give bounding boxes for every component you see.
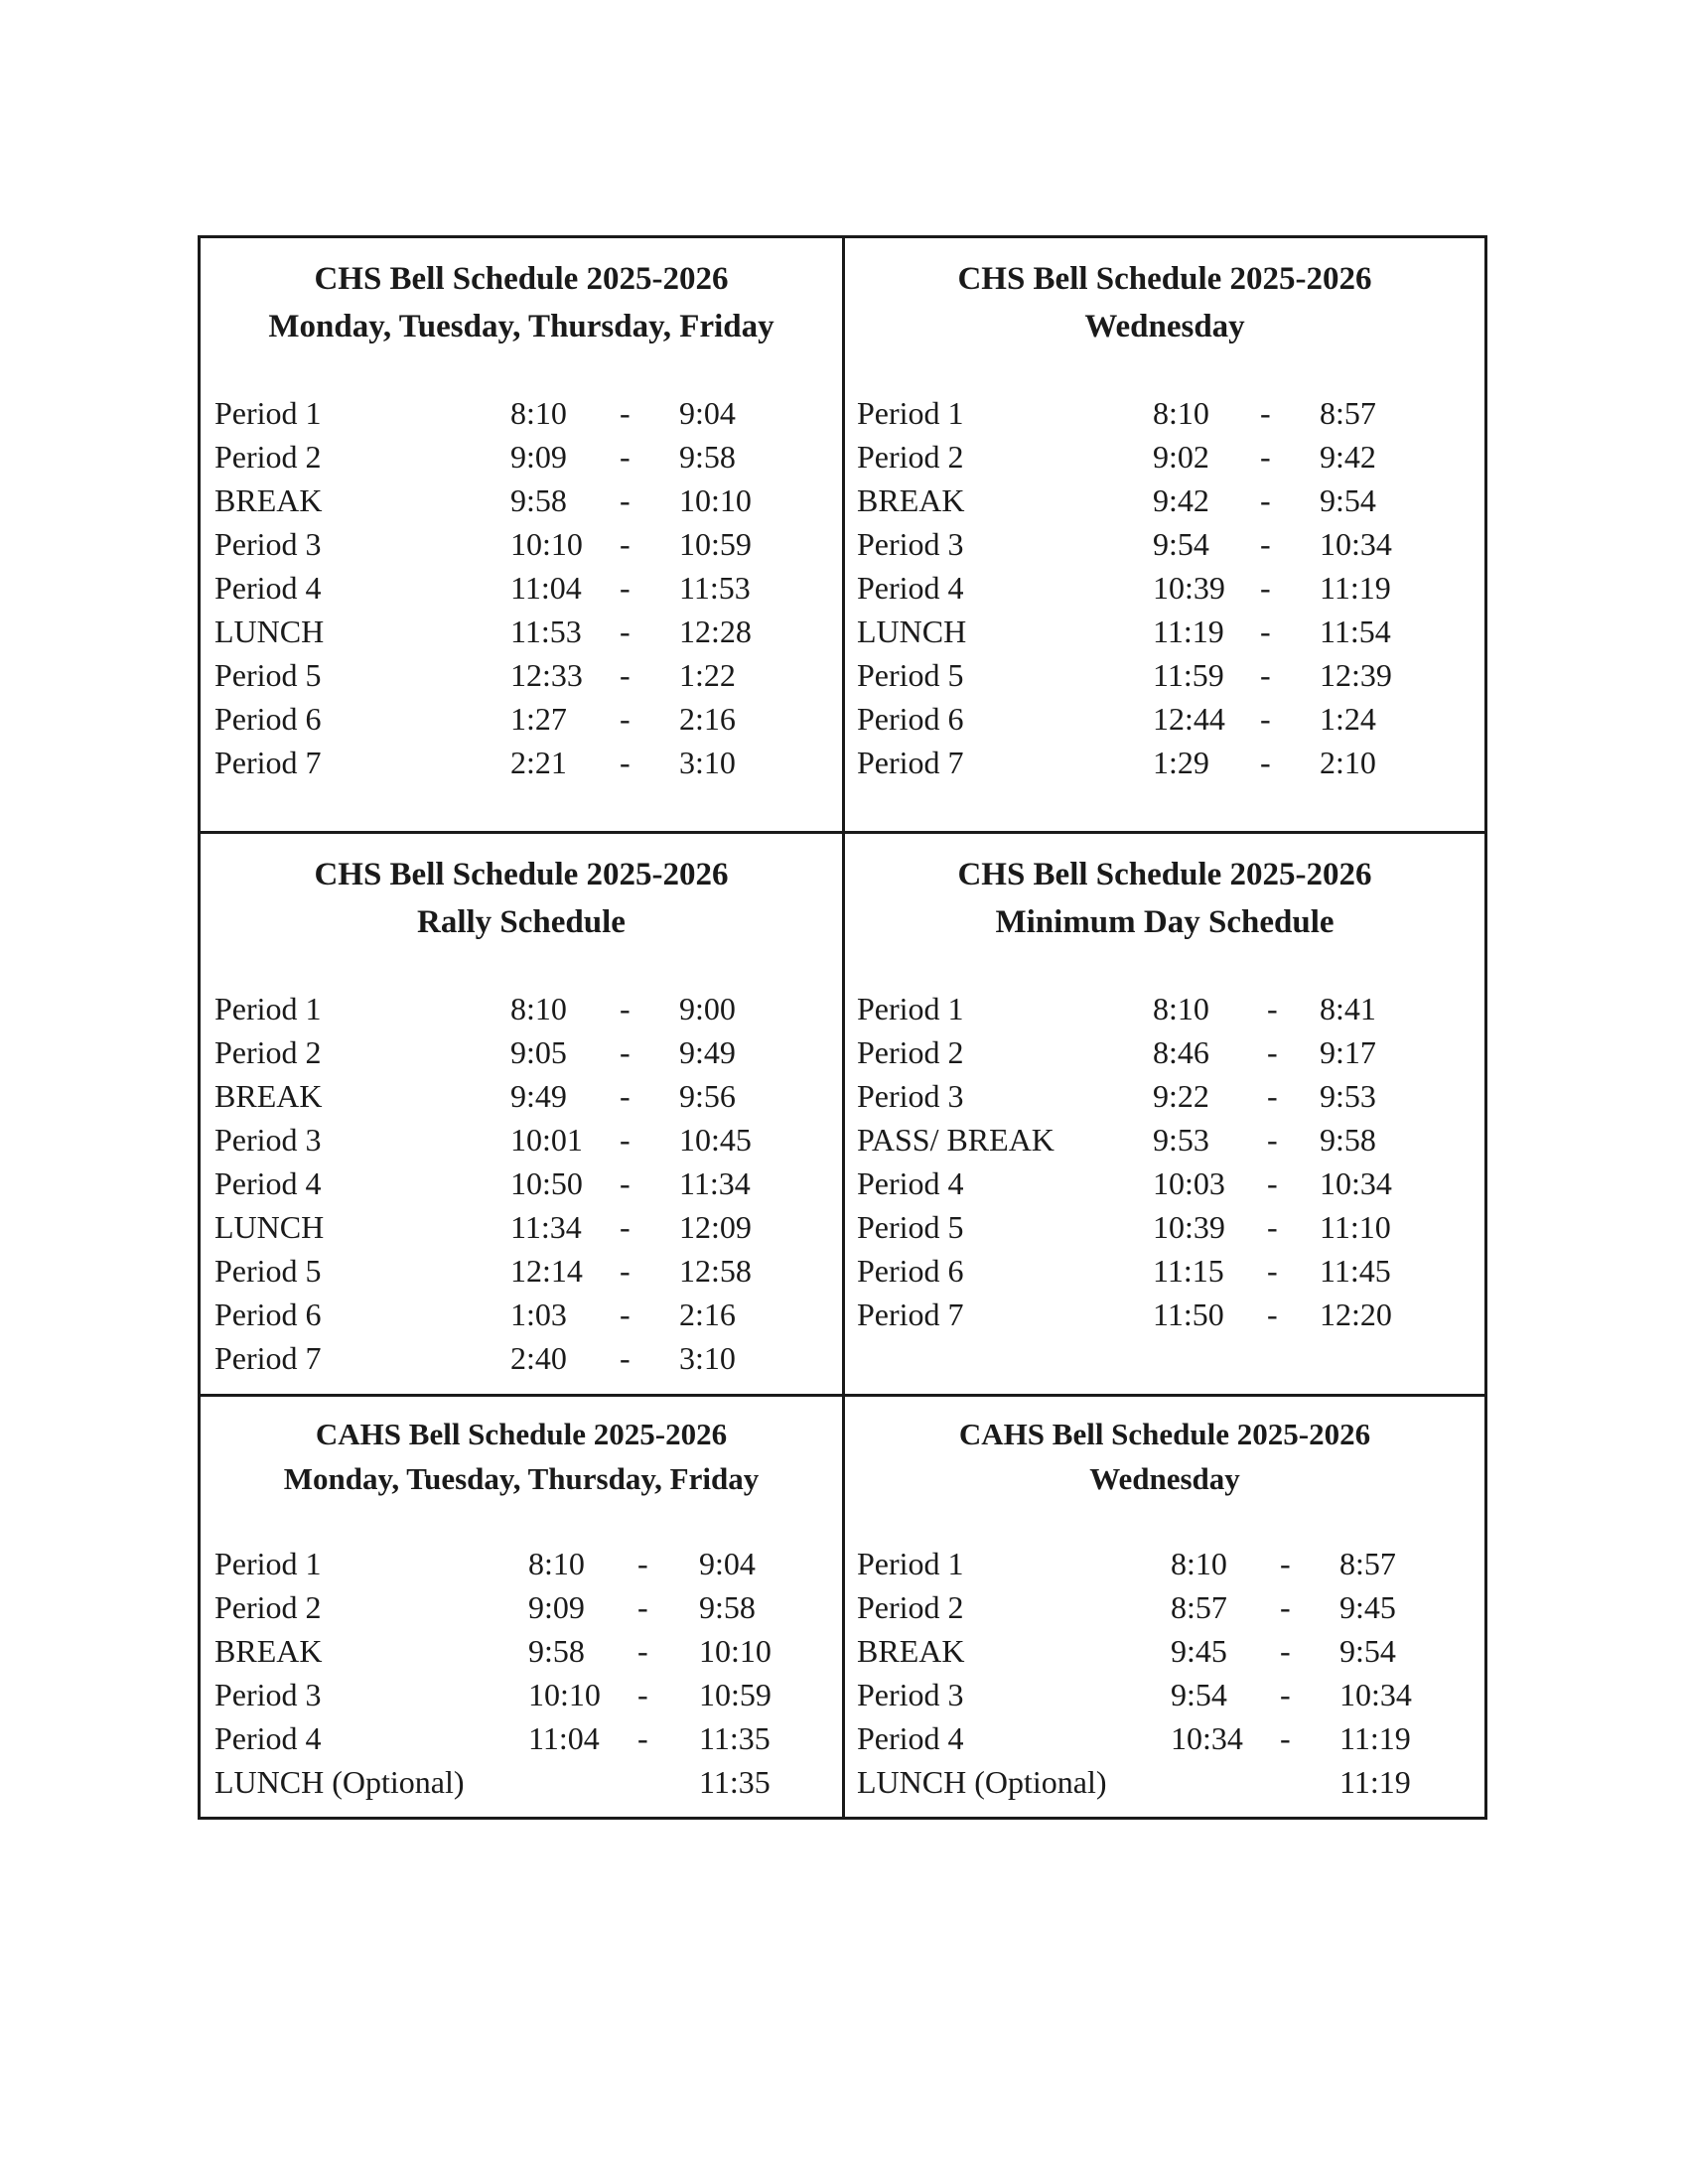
schedule-row [201, 653, 842, 697]
panel-title: CHS Bell Schedule 2025-2026 [957, 261, 1372, 297]
period-label: LUNCH [214, 1209, 325, 1245]
end-time: 9:58 [679, 439, 736, 475]
end-time: 10:10 [679, 482, 752, 518]
start-time: 10:39 [1153, 570, 1225, 606]
panel-cahs-regular [201, 1397, 842, 1817]
start-time: 11:15 [1153, 1253, 1224, 1289]
start-time: 8:10 [1153, 395, 1209, 431]
period-label: Period 7 [214, 745, 322, 780]
panel-title: CAHS Bell Schedule 2025-2026 [315, 1417, 728, 1451]
schedule-row [201, 391, 842, 435]
time-separator: - [620, 395, 631, 431]
start-time: 11:19 [1153, 614, 1224, 649]
period-label: Period 1 [857, 991, 964, 1026]
period-label: Period 1 [214, 991, 322, 1026]
time-separator: - [620, 482, 631, 518]
time-separator: - [620, 439, 631, 475]
period-label: BREAK [214, 1078, 323, 1114]
end-time: 12:58 [679, 1253, 752, 1289]
period-label: Period 6 [214, 1297, 322, 1332]
time-separator: - [1267, 1078, 1278, 1114]
start-time: 10:03 [1153, 1165, 1225, 1201]
start-time: 9:02 [1153, 439, 1209, 475]
start-time: 11:34 [510, 1209, 582, 1245]
start-time: 9:49 [510, 1078, 567, 1114]
period-label: Period 1 [857, 1546, 964, 1581]
panel-title: CHS Bell Schedule 2025-2026 [314, 261, 729, 297]
time-separator: - [620, 1297, 631, 1332]
schedule-row [845, 1161, 1484, 1205]
period-label: Period 3 [214, 1677, 322, 1712]
time-separator: - [1267, 1253, 1278, 1289]
start-time: 12:44 [1153, 701, 1225, 737]
time-separator: - [1267, 1165, 1278, 1201]
schedule-row [845, 653, 1484, 697]
period-label: BREAK [214, 1633, 323, 1669]
schedule-row [201, 1118, 842, 1161]
period-label: Period 5 [857, 657, 964, 693]
panel-title: CAHS Bell Schedule 2025-2026 [958, 1417, 1371, 1451]
period-label: Period 4 [214, 570, 322, 606]
time-separator: - [1267, 1034, 1278, 1070]
end-time: 11:10 [1320, 1209, 1391, 1245]
schedule-row [201, 1760, 842, 1804]
period-label: Period 7 [214, 1340, 322, 1376]
end-time: 11:54 [1320, 614, 1391, 649]
time-separator: - [620, 1340, 631, 1376]
start-time: 10:10 [528, 1677, 601, 1712]
time-separator: - [1260, 526, 1271, 562]
panel-title: CHS Bell Schedule 2025-2026 [957, 857, 1372, 892]
end-time: 11:45 [1320, 1253, 1391, 1289]
period-label: Period 5 [214, 657, 322, 693]
period-label: Period 1 [857, 395, 964, 431]
time-separator: - [1280, 1633, 1291, 1669]
schedule-row [201, 1074, 842, 1118]
schedule-row [201, 1249, 842, 1293]
period-label: Period 6 [857, 701, 964, 737]
period-label: Period 2 [857, 439, 964, 475]
start-time: 9:54 [1171, 1677, 1227, 1712]
schedule-row [845, 1293, 1484, 1336]
time-separator: - [1280, 1546, 1291, 1581]
end-time: 9:17 [1320, 1034, 1376, 1070]
schedule-row [201, 1716, 842, 1760]
schedule-row [845, 987, 1484, 1030]
time-separator: - [1267, 991, 1278, 1026]
time-separator: - [1280, 1589, 1291, 1625]
schedule-row [845, 1249, 1484, 1293]
period-label: BREAK [857, 1633, 965, 1669]
period-label: Period 5 [857, 1209, 964, 1245]
schedule-row [845, 1542, 1484, 1585]
end-time: 2:16 [679, 701, 736, 737]
schedule-row [845, 1585, 1484, 1629]
schedule-row [201, 1293, 842, 1336]
time-separator: - [620, 1165, 631, 1201]
start-time: 1:27 [510, 701, 567, 737]
schedule-row [201, 435, 842, 478]
schedule-row [201, 1030, 842, 1074]
period-label: Period 3 [857, 1078, 964, 1114]
schedule-row [845, 391, 1484, 435]
time-separator: - [620, 657, 631, 693]
end-time: 1:22 [679, 657, 736, 693]
time-separator: - [620, 701, 631, 737]
start-time: 10:01 [510, 1122, 583, 1158]
start-time: 10:34 [1171, 1720, 1243, 1756]
start-time: 9:58 [528, 1633, 585, 1669]
panel-subtitle: Wednesday [1089, 1461, 1240, 1496]
panel-cahs-wednesday [845, 1397, 1484, 1817]
end-time: 8:57 [1339, 1546, 1396, 1581]
start-time: 10:50 [510, 1165, 583, 1201]
start-time: 10:10 [510, 526, 583, 562]
end-time: 9:00 [679, 991, 736, 1026]
end-time: 9:04 [699, 1546, 756, 1581]
schedule-row [845, 1030, 1484, 1074]
schedule-row [845, 1118, 1484, 1161]
panel-chs-minimum-day [845, 834, 1484, 1394]
panel-chs-wednesday [845, 238, 1484, 831]
end-time: 10:45 [679, 1122, 752, 1158]
period-label: Period 3 [857, 526, 964, 562]
time-separator: - [1260, 395, 1271, 431]
schedule-row [845, 1716, 1484, 1760]
time-separator: - [1260, 439, 1271, 475]
schedule-row [845, 741, 1484, 784]
start-time: 8:10 [1171, 1546, 1227, 1581]
time-separator: - [637, 1589, 648, 1625]
period-label: BREAK [857, 482, 965, 518]
start-time: 9:05 [510, 1034, 567, 1070]
end-time: 10:34 [1339, 1677, 1412, 1712]
schedule-row [845, 1760, 1484, 1804]
schedule-row [845, 478, 1484, 522]
end-time: 9:56 [679, 1078, 736, 1114]
schedule-row [201, 1336, 842, 1380]
time-separator: - [1260, 745, 1271, 780]
start-time: 9:42 [1153, 482, 1209, 518]
time-separator: - [637, 1546, 648, 1581]
period-label: Period 3 [214, 1122, 322, 1158]
schedule-rows [845, 391, 1484, 784]
period-label: Period 3 [214, 526, 322, 562]
period-label: BREAK [214, 482, 323, 518]
end-time: 11:53 [679, 570, 751, 606]
time-separator: - [620, 614, 631, 649]
panel-subtitle: Wednesday [1084, 309, 1245, 344]
start-time: 8:10 [1153, 991, 1209, 1026]
period-label: Period 2 [857, 1034, 964, 1070]
schedule-row [201, 522, 842, 566]
period-label: PASS/ BREAK [857, 1122, 1055, 1158]
time-separator: - [1267, 1122, 1278, 1158]
end-time: 10:59 [699, 1677, 772, 1712]
end-time: 10:10 [699, 1633, 772, 1669]
schedule-rows [845, 1542, 1484, 1804]
time-separator: - [620, 1122, 631, 1158]
start-time: 11:59 [1153, 657, 1224, 693]
period-label: Period 1 [214, 395, 322, 431]
schedule-row [845, 1074, 1484, 1118]
schedule-row [845, 522, 1484, 566]
time-separator: - [620, 570, 631, 606]
period-label: Period 4 [214, 1165, 322, 1201]
end-time: 11:35 [699, 1764, 771, 1800]
end-time: 11:35 [699, 1720, 771, 1756]
start-time: 2:40 [510, 1340, 567, 1376]
schedule-row [201, 610, 842, 653]
period-label: Period 4 [857, 570, 964, 606]
period-label: Period 2 [857, 1589, 964, 1625]
period-label: Period 7 [857, 745, 964, 780]
panel-chs-rally [201, 834, 842, 1394]
period-label: Period 2 [214, 1589, 322, 1625]
period-label: LUNCH (Optional) [857, 1764, 1107, 1800]
schedule-row [201, 566, 842, 610]
end-time: 11:19 [1320, 570, 1391, 606]
start-time: 2:21 [510, 745, 567, 780]
time-separator: - [1267, 1297, 1278, 1332]
start-time: 12:33 [510, 657, 583, 693]
end-time: 12:20 [1320, 1297, 1392, 1332]
start-time: 1:29 [1153, 745, 1209, 780]
time-separator: - [620, 1253, 631, 1289]
panel-title: CHS Bell Schedule 2025-2026 [314, 857, 729, 892]
time-separator: - [620, 1209, 631, 1245]
period-label: Period 3 [857, 1677, 964, 1712]
time-separator: - [620, 526, 631, 562]
schedule-row [845, 1629, 1484, 1673]
end-time: 9:45 [1339, 1589, 1396, 1625]
schedule-rows [201, 987, 842, 1380]
end-time: 10:34 [1320, 526, 1392, 562]
time-separator: - [620, 745, 631, 780]
start-time: 10:39 [1153, 1209, 1225, 1245]
period-label: LUNCH (Optional) [214, 1764, 465, 1800]
period-label: Period 6 [214, 701, 322, 737]
end-time: 9:53 [1320, 1078, 1376, 1114]
period-label: Period 4 [857, 1165, 964, 1201]
start-time: 12:14 [510, 1253, 583, 1289]
schedule-row [845, 1205, 1484, 1249]
time-separator: - [620, 1034, 631, 1070]
time-separator: - [637, 1720, 648, 1756]
end-time: 2:16 [679, 1297, 736, 1332]
schedule-rows [201, 391, 842, 784]
start-time: 9:09 [528, 1589, 585, 1625]
schedule-row [201, 741, 842, 784]
schedule-row [845, 435, 1484, 478]
schedule-row [845, 610, 1484, 653]
end-time: 9:58 [1320, 1122, 1376, 1158]
start-time: 11:53 [510, 614, 582, 649]
end-time: 11:19 [1339, 1764, 1411, 1800]
schedule-row [201, 1161, 842, 1205]
end-time: 10:59 [679, 526, 752, 562]
time-separator: - [1260, 614, 1271, 649]
schedule-row [845, 697, 1484, 741]
period-label: Period 4 [857, 1720, 964, 1756]
start-time: 9:09 [510, 439, 567, 475]
period-label: Period 4 [214, 1720, 322, 1756]
start-time: 1:03 [510, 1297, 567, 1332]
end-time: 9:04 [679, 395, 736, 431]
end-time: 9:49 [679, 1034, 736, 1070]
panel-chs-regular [201, 238, 842, 831]
period-label: Period 2 [214, 439, 322, 475]
start-time: 11:04 [528, 1720, 600, 1756]
schedule-row [201, 1629, 842, 1673]
end-time: 9:42 [1320, 439, 1376, 475]
time-separator: - [1267, 1209, 1278, 1245]
time-separator: - [637, 1677, 648, 1712]
time-separator: - [637, 1633, 648, 1669]
end-time: 10:34 [1320, 1165, 1392, 1201]
start-time: 9:45 [1171, 1633, 1227, 1669]
time-separator: - [1260, 570, 1271, 606]
start-time: 9:54 [1153, 526, 1209, 562]
start-time: 9:22 [1153, 1078, 1209, 1114]
end-time: 8:41 [1320, 991, 1376, 1026]
period-label: Period 7 [857, 1297, 964, 1332]
end-time: 11:19 [1339, 1720, 1411, 1756]
period-label: LUNCH [214, 614, 325, 649]
schedule-rows [201, 1542, 842, 1804]
time-separator: - [1260, 657, 1271, 693]
end-time: 9:58 [699, 1589, 756, 1625]
end-time: 12:39 [1320, 657, 1392, 693]
end-time: 9:54 [1320, 482, 1376, 518]
start-time: 8:57 [1171, 1589, 1227, 1625]
panel-subtitle: Monday, Tuesday, Thursday, Friday [283, 1461, 760, 1496]
end-time: 2:10 [1320, 745, 1376, 780]
end-time: 9:54 [1339, 1633, 1396, 1669]
end-time: 3:10 [679, 1340, 736, 1376]
schedule-row [845, 1673, 1484, 1716]
start-time: 8:46 [1153, 1034, 1209, 1070]
start-time: 11:50 [1153, 1297, 1224, 1332]
start-time: 11:04 [510, 570, 582, 606]
time-separator: - [1280, 1720, 1291, 1756]
panel-subtitle: Monday, Tuesday, Thursday, Friday [268, 309, 774, 344]
time-separator: - [620, 1078, 631, 1114]
time-separator: - [1260, 482, 1271, 518]
schedule-row [201, 1585, 842, 1629]
time-separator: - [1260, 701, 1271, 737]
time-separator: - [620, 991, 631, 1026]
schedule-rows [845, 987, 1484, 1336]
start-time: 8:10 [510, 991, 567, 1026]
time-separator: - [1280, 1677, 1291, 1712]
schedule-row [201, 1205, 842, 1249]
end-time: 11:34 [679, 1165, 751, 1201]
schedule-row [201, 1542, 842, 1585]
panel-subtitle: Minimum Day Schedule [995, 904, 1335, 940]
start-time: 9:53 [1153, 1122, 1209, 1158]
period-label: Period 1 [214, 1546, 322, 1581]
schedule-row [201, 478, 842, 522]
start-time: 8:10 [510, 395, 567, 431]
period-label: Period 6 [857, 1253, 964, 1289]
period-label: Period 2 [214, 1034, 322, 1070]
schedule-row [201, 987, 842, 1030]
end-time: 8:57 [1320, 395, 1376, 431]
start-time: 9:58 [510, 482, 567, 518]
end-time: 3:10 [679, 745, 736, 780]
end-time: 12:09 [679, 1209, 752, 1245]
end-time: 12:28 [679, 614, 752, 649]
schedule-row [201, 1673, 842, 1716]
end-time: 1:24 [1320, 701, 1376, 737]
schedule-row [201, 697, 842, 741]
panel-subtitle: Rally Schedule [417, 904, 626, 940]
period-label: LUNCH [857, 614, 967, 649]
start-time: 8:10 [528, 1546, 585, 1581]
period-label: Period 5 [214, 1253, 322, 1289]
schedule-row [845, 566, 1484, 610]
